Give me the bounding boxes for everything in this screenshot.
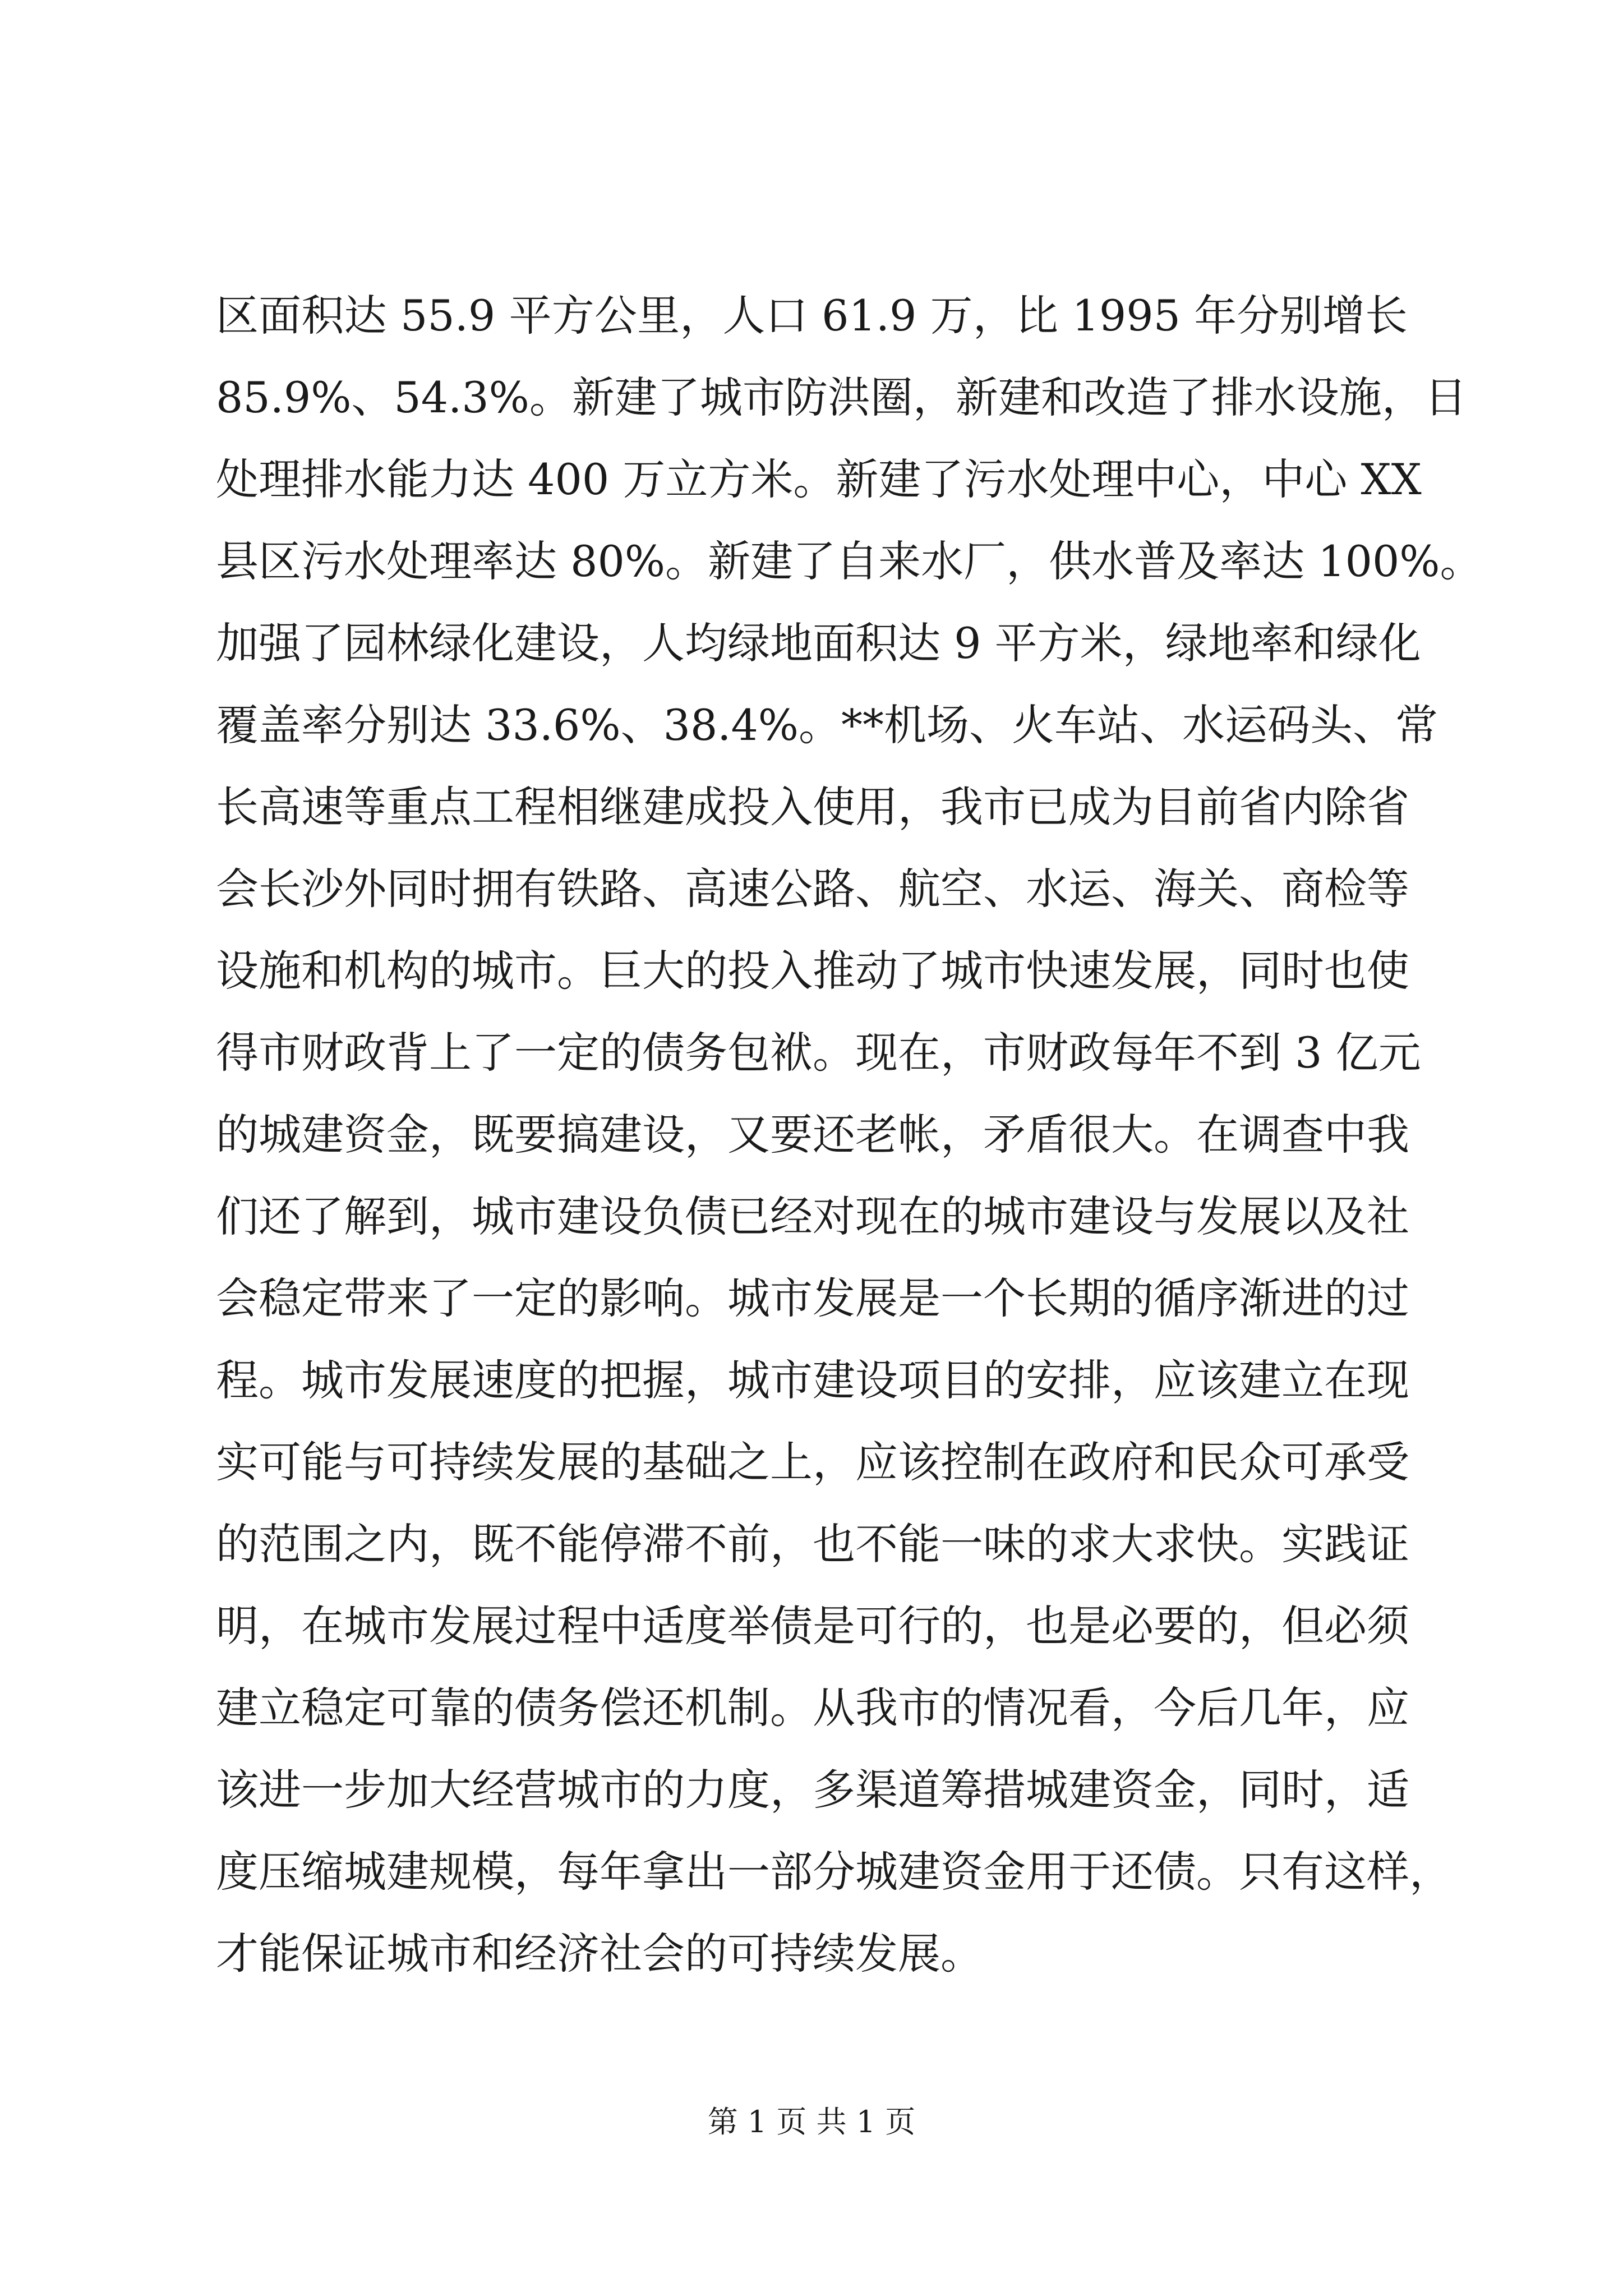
- text-line: 85.9%、54.3%。新建了城市防洪圈，新建和改造了排水设施，日: [216, 372, 1467, 422]
- text-line: 实可能与可持续发展的基础之上，应该控制在政府和民众可承受: [216, 1437, 1409, 1487]
- body-paragraph: [216, 275, 1483, 1995]
- text-line: 度压缩城建规模，每年拿出一部分城建资金用于还债。只有这样，: [216, 1847, 1452, 1897]
- text-line: 区面积达 55.9 平方公里，人口 61.9 万，比 1995 年分别增长: [216, 291, 1408, 341]
- text-line: 长高速等重点工程相继建成投入使用，我市已成为目前省内除省: [216, 782, 1409, 832]
- text-line: 明，在城市发展过程中适度举债是可行的，也是必要的，但必须: [216, 1601, 1409, 1651]
- text-line: 处理排水能力达 400 万立方米。新建了污水处理中心，中心 XX: [216, 454, 1422, 504]
- text-line: 会长沙外同时拥有铁路、高速公路、航空、水运、海关、商检等: [216, 864, 1409, 914]
- text-line: 才能保证城市和经济社会的可持续发展。: [216, 1929, 983, 1978]
- page-number-footer: 第 1 页 共 1 页: [707, 2104, 916, 2139]
- text-line: 的范围之内，既不能停滞不前，也不能一味的求大求快。实践证: [216, 1519, 1409, 1569]
- text-line: 加强了园林绿化建设，人均绿地面积达 9 平方米，绿地率和绿化: [216, 618, 1421, 668]
- text-line: 建立稳定可靠的债务偿还机制。从我市的情况看，今后几年，应: [216, 1683, 1409, 1733]
- text-line: 该进一步加大经营城市的力度，多渠道筹措城建资金，同时，适: [216, 1765, 1409, 1815]
- text-line: 会稳定带来了一定的影响。城市发展是一个长期的循序渐进的过: [216, 1273, 1409, 1323]
- text-line: 覆盖率分别达 33.6%、38.4%。**机场、火车站、水运码头、常: [216, 700, 1438, 750]
- text-line: 们还了解到，城市建设负债已经对现在的城市建设与发展以及社: [216, 1191, 1409, 1241]
- text-line: 得市财政背上了一定的债务包袱。现在，市财政每年不到 3 亿元: [216, 1028, 1421, 1078]
- text-line: 程。城市发展速度的把握，城市建设项目的安排，应该建立在现: [216, 1355, 1409, 1405]
- text-line: 设施和机构的城市。巨大的投入推动了城市快速发展，同时也使: [216, 946, 1409, 996]
- text-line: 县区污水处理率达 80%。新建了自来水厂，供水普及率达 100%。: [216, 536, 1483, 586]
- text-line: 的城建资金，既要搞建设，又要还老帐，矛盾很大。在调查中我: [216, 1110, 1409, 1159]
